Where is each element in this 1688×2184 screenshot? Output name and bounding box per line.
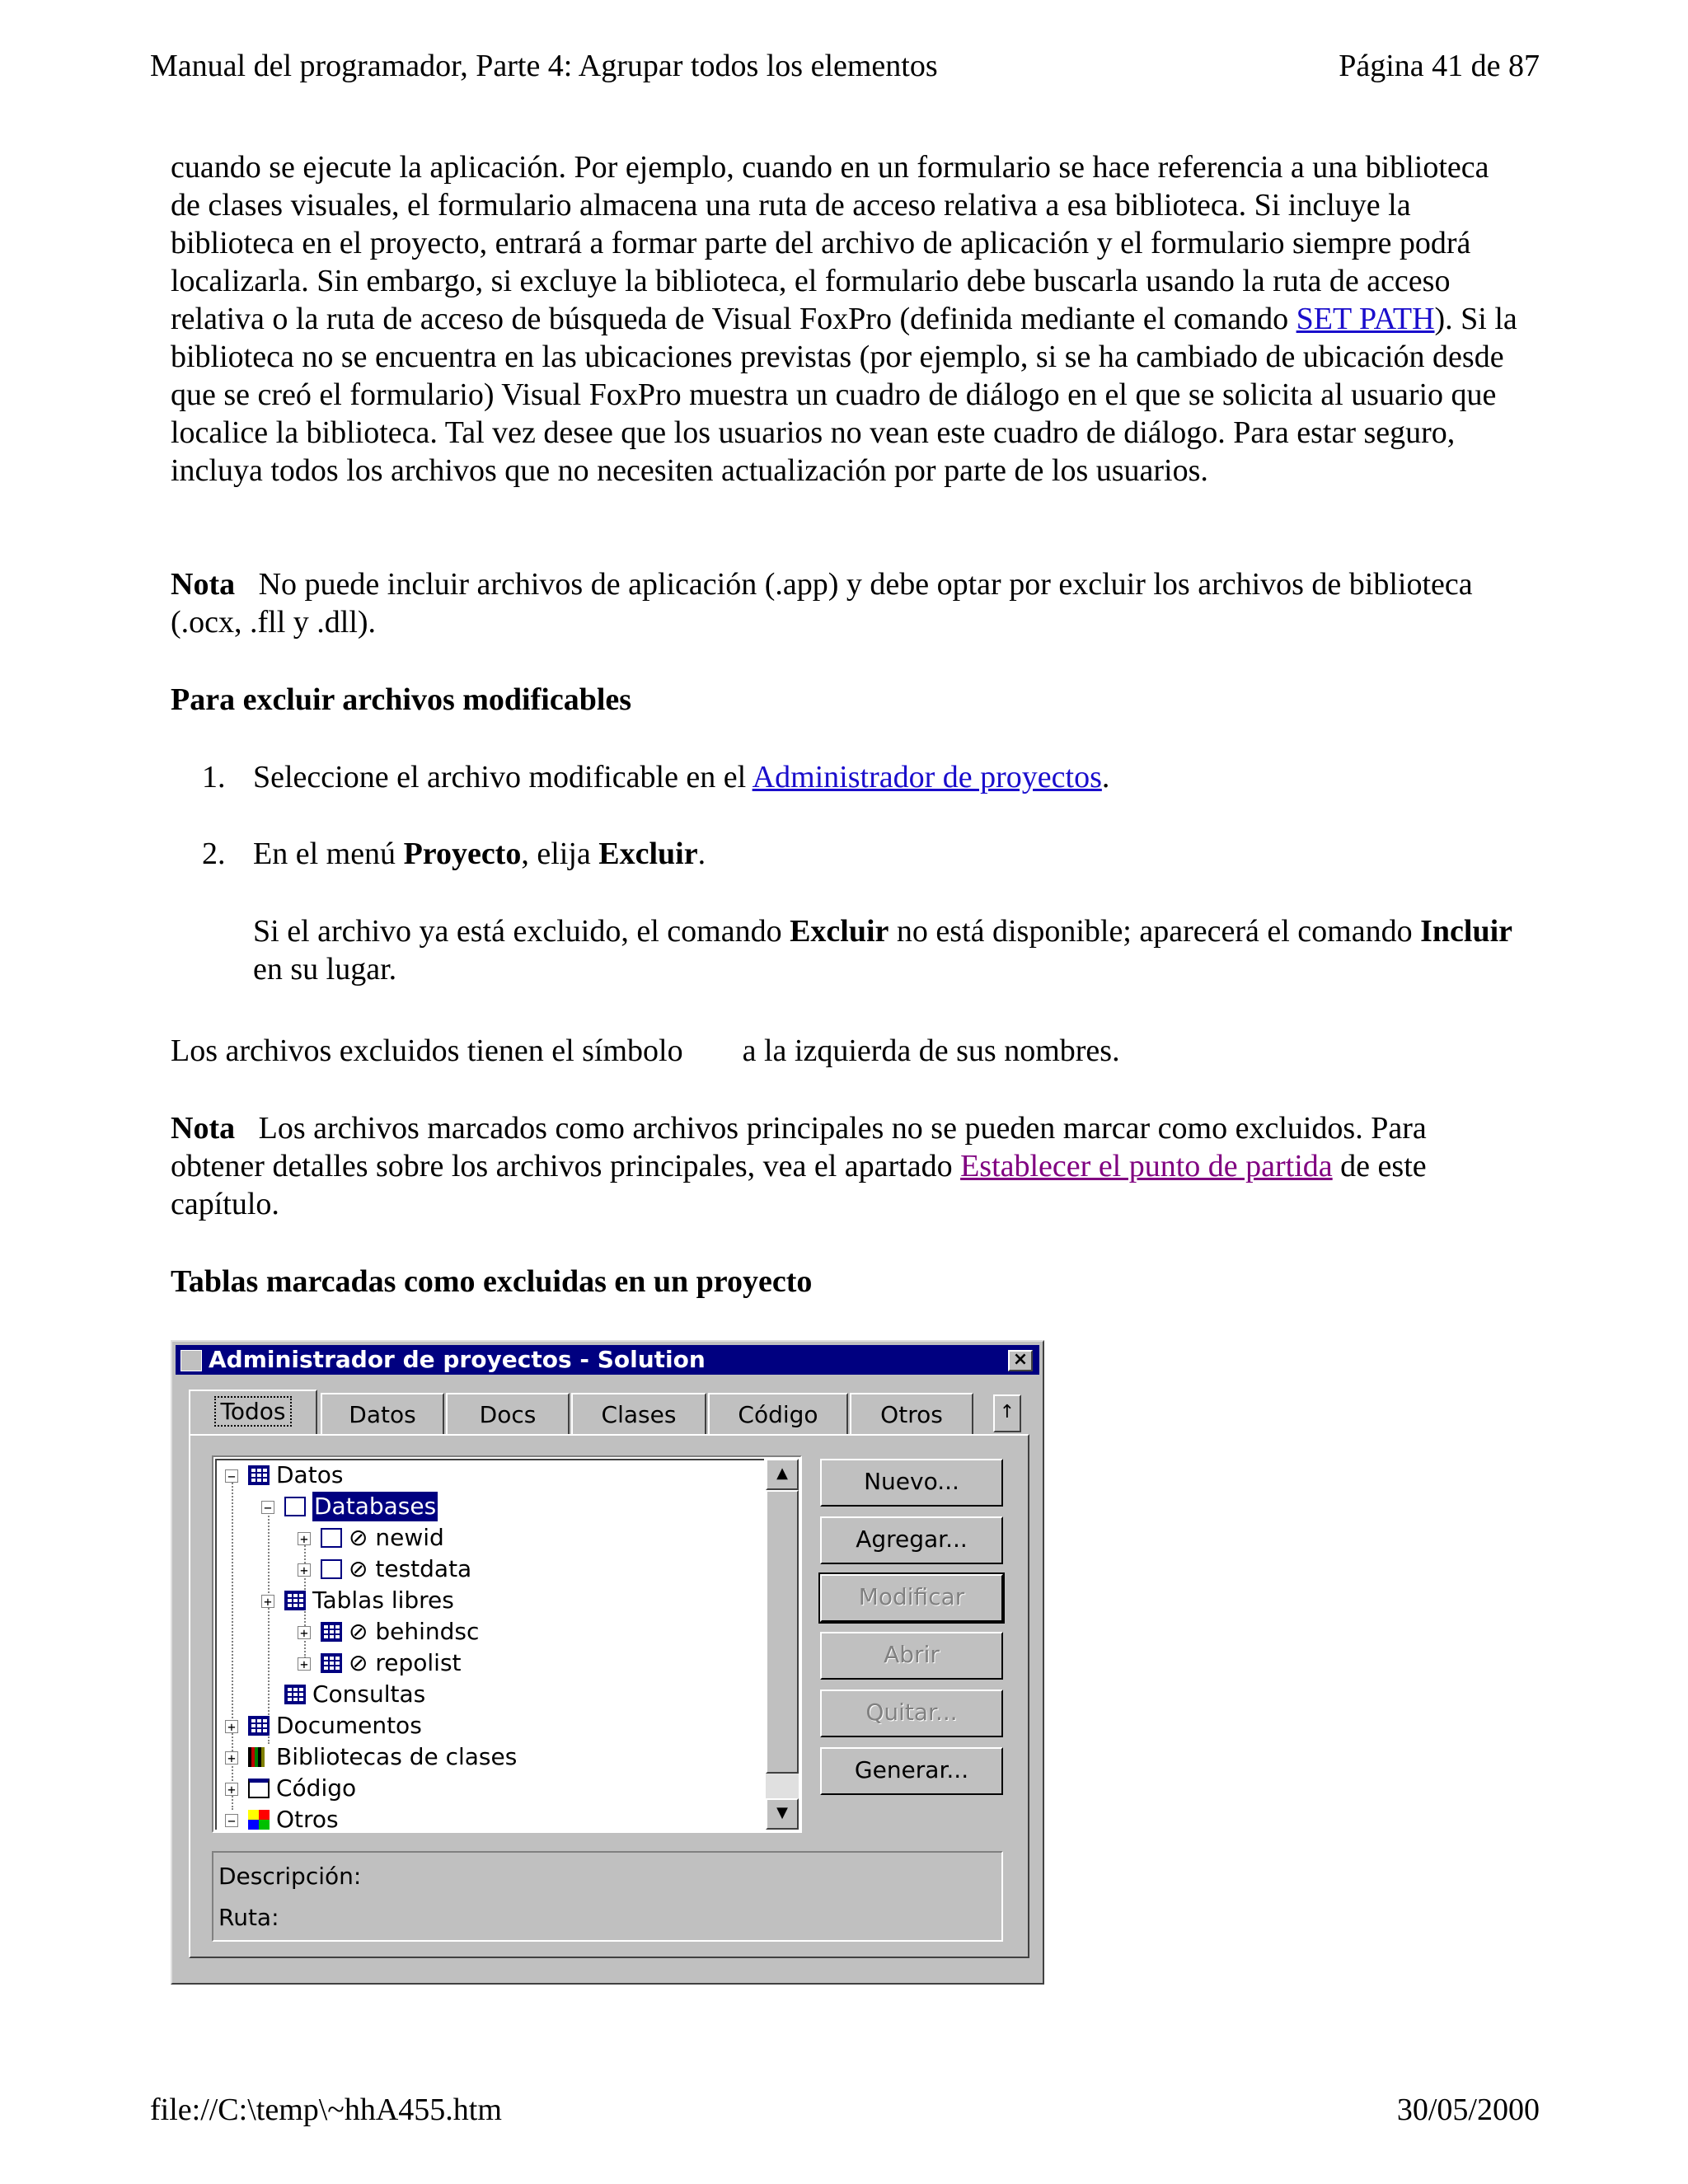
step1-number: 1. [202,760,226,794]
database-icon [321,1528,342,1548]
scroll-down-icon[interactable]: ▼ [766,1798,799,1830]
path-label: Ruta: [218,1904,279,1931]
window-title: Administrador de proyectos - Solution [209,1346,706,1373]
heading-tables [171,1263,1522,1301]
close-button[interactable]: × [1008,1350,1033,1371]
page-footer [150,2092,1540,2128]
table-icon [321,1653,342,1673]
scroll-up-icon[interactable]: ▲ [766,1459,799,1490]
tab-clases[interactable]: Clases [571,1393,706,1434]
tab-panel [189,1434,1029,1958]
tree-label-documentos: Documentos [276,1712,422,1739]
step2sub-text-b: no está disponible; aparecerá el comando [889,914,1421,949]
tree-label-testdata: ⊘ testdata [349,1555,472,1582]
agregar-button[interactable]: Agregar... [820,1516,1003,1564]
step2sub-text-c: en su lugar. [253,952,397,987]
table-icon [284,1591,306,1610]
tree-label-otros: Otros [276,1806,339,1830]
class-library-icon [248,1747,270,1767]
expand-icon[interactable]: + [298,1563,311,1577]
step2sub-bold-excluir: Excluir [790,914,889,949]
tree-label-datos: Datos [276,1461,344,1488]
database-icon [284,1497,306,1516]
set-path-link[interactable]: SET PATH [1296,302,1435,336]
tree-label-repolist: ⊘ repolist [349,1649,462,1676]
tab-codigo[interactable]: Código [708,1393,848,1434]
step1-text-b: . [1101,760,1110,794]
tab-datos[interactable]: Datos [321,1393,444,1434]
tree-label-databases: Databases [314,1493,437,1520]
description-label: Descripción: [218,1863,362,1890]
note1-text: No puede incluir archivos de aplicación (.app) y debe optar por excluir los archivos de biblioteca (.ocx, .fll y .dll). [171,567,1473,640]
expand-icon[interactable]: + [298,1626,311,1639]
step2-bold-proyecto: Proyecto [403,837,522,871]
note-2 [171,1109,1522,1223]
step2-number: 2. [202,837,226,871]
symbol-line-text-b: a la izquierda de sus nombres. [742,1033,1120,1068]
heading2-text: Tablas marcadas como excluidas en un proyecto [171,1264,813,1299]
expand-icon[interactable]: + [261,1595,274,1608]
note2-label: Nota [171,1111,236,1146]
page-header [150,48,1540,84]
heading-exclude [171,681,1522,719]
collapse-icon[interactable]: − [261,1501,274,1514]
project-tree[interactable] [212,1455,802,1833]
tree-label-tablas-libres: Tablas libres [312,1586,454,1614]
step2-text-b: , elija [521,837,599,871]
query-icon [284,1685,306,1704]
expand-icon[interactable]: + [298,1532,311,1545]
collapse-icon[interactable]: − [225,1814,238,1827]
nuevo-button[interactable]: Nuevo... [820,1459,1003,1507]
tab-strip [189,1390,1026,1436]
expand-icon[interactable]: + [225,1751,238,1765]
note2-text-b: de este capítulo. [171,1149,1427,1221]
file-path: file://C:\temp\~hhA455.htm [150,2093,502,2127]
step1-text-a: Seleccione el archivo modificable en el [253,760,753,794]
para1-text-b: ). Si la biblioteca no se encuentra en las ubicaciones previstas (por ejemplo, si se ha cambiado de ubicación desde que se creó el formulario) Visual FoxPro muestra un cuadro de diálogo en el que se solicita al usuario que localice la biblioteca. Tal vez desee que los usuarios no vean este cuadro de diálogo. Para estar seguro, incluya todos los archivos que no necesiten actualización por parte de los usuarios. [171,302,1517,488]
admin-proyectos-link[interactable]: Administrador de proyectos [752,760,1102,794]
step2-bold-excluir: Excluir [598,837,698,871]
tab-todos[interactable] [189,1390,317,1436]
tab-todos-label: Todos [214,1396,293,1427]
expand-icon[interactable]: + [225,1783,238,1796]
paragraph-intro [171,148,1522,490]
expand-icon[interactable]: + [298,1657,311,1671]
data-icon [248,1465,270,1485]
database-icon [321,1559,342,1579]
other-icon [248,1810,270,1830]
step2sub-text-a: Si el archivo ya está excluido, el comando [253,914,790,949]
document-icon [248,1716,270,1736]
table-icon [321,1622,342,1642]
generar-button[interactable]: Generar... [820,1747,1003,1795]
description-box [212,1851,1003,1942]
step-2-detail [253,912,1522,988]
symbol-line-text-a: Los archivos excluidos tienen el símbolo [171,1033,683,1068]
step2-text-c: . [697,837,706,871]
print-date: 30/05/2000 [1396,2093,1540,2127]
symbol-line [171,1032,1522,1070]
punto-partida-link[interactable]: Establecer el punto de partida [960,1149,1333,1183]
tree-label-behindsc: ⊘ behindsc [349,1618,480,1645]
project-manager-window [171,1340,1044,1985]
step2sub-bold-incluir: Incluir [1420,914,1512,949]
quitar-button[interactable]: Quitar... [820,1690,1003,1737]
collapse-icon[interactable]: − [225,1469,238,1483]
tree-scrollbar[interactable] [766,1459,799,1830]
window-titlebar [176,1345,1039,1375]
modificar-button[interactable]: Modificar [820,1574,1003,1622]
abrir-button[interactable]: Abrir [820,1632,1003,1680]
expand-icon[interactable]: + [225,1720,238,1733]
page-number: Página 41 de 87 [1339,49,1540,83]
note2-text-a: Los archivos marcados como archivos principales no se pueden marcar como excluidos. Para obtener detalles sobre los archivos principales, vea el apartado [171,1111,1427,1183]
heading1-text: Para excluir archivos modificables [171,682,632,717]
tab-scroll-up-icon[interactable]: ↑ [993,1394,1021,1432]
tab-docs[interactable]: Docs [446,1393,570,1434]
note-1 [171,565,1522,641]
header-title: Manual del programador, Parte 4: Agrupar todos los elementos [150,49,938,83]
scroll-thumb[interactable] [766,1490,799,1774]
tree-label-codigo: Código [276,1774,357,1802]
tree-label-consultas: Consultas [312,1680,426,1708]
app-icon [181,1350,202,1371]
note1-label: Nota [171,567,236,602]
code-icon [248,1779,270,1798]
tree-label-bibliotecas: Bibliotecas de clases [276,1743,518,1770]
step2-text-a: En el menú [253,837,404,871]
tab-otros[interactable]: Otros [850,1393,973,1434]
para1-text-a: cuando se ejecute la aplicación. Por ejemplo, cuando en un formulario se hace referencia a una biblioteca de clases visuales, el formulario almacena una ruta de acceso relativa a esa biblioteca. Si incluye la biblioteca en el proyecto, entrará a formar parte del archivo de aplicación y el formulario siempre podrá localizarla. Sin embargo, si excluye la biblioteca, el formulario debe buscarla usando la ruta de acceso relativa o la ruta de acceso de búsqueda de Visual FoxPro (definida mediante el comando [171,150,1489,336]
tree-label-newid: ⊘ newid [349,1524,444,1551]
